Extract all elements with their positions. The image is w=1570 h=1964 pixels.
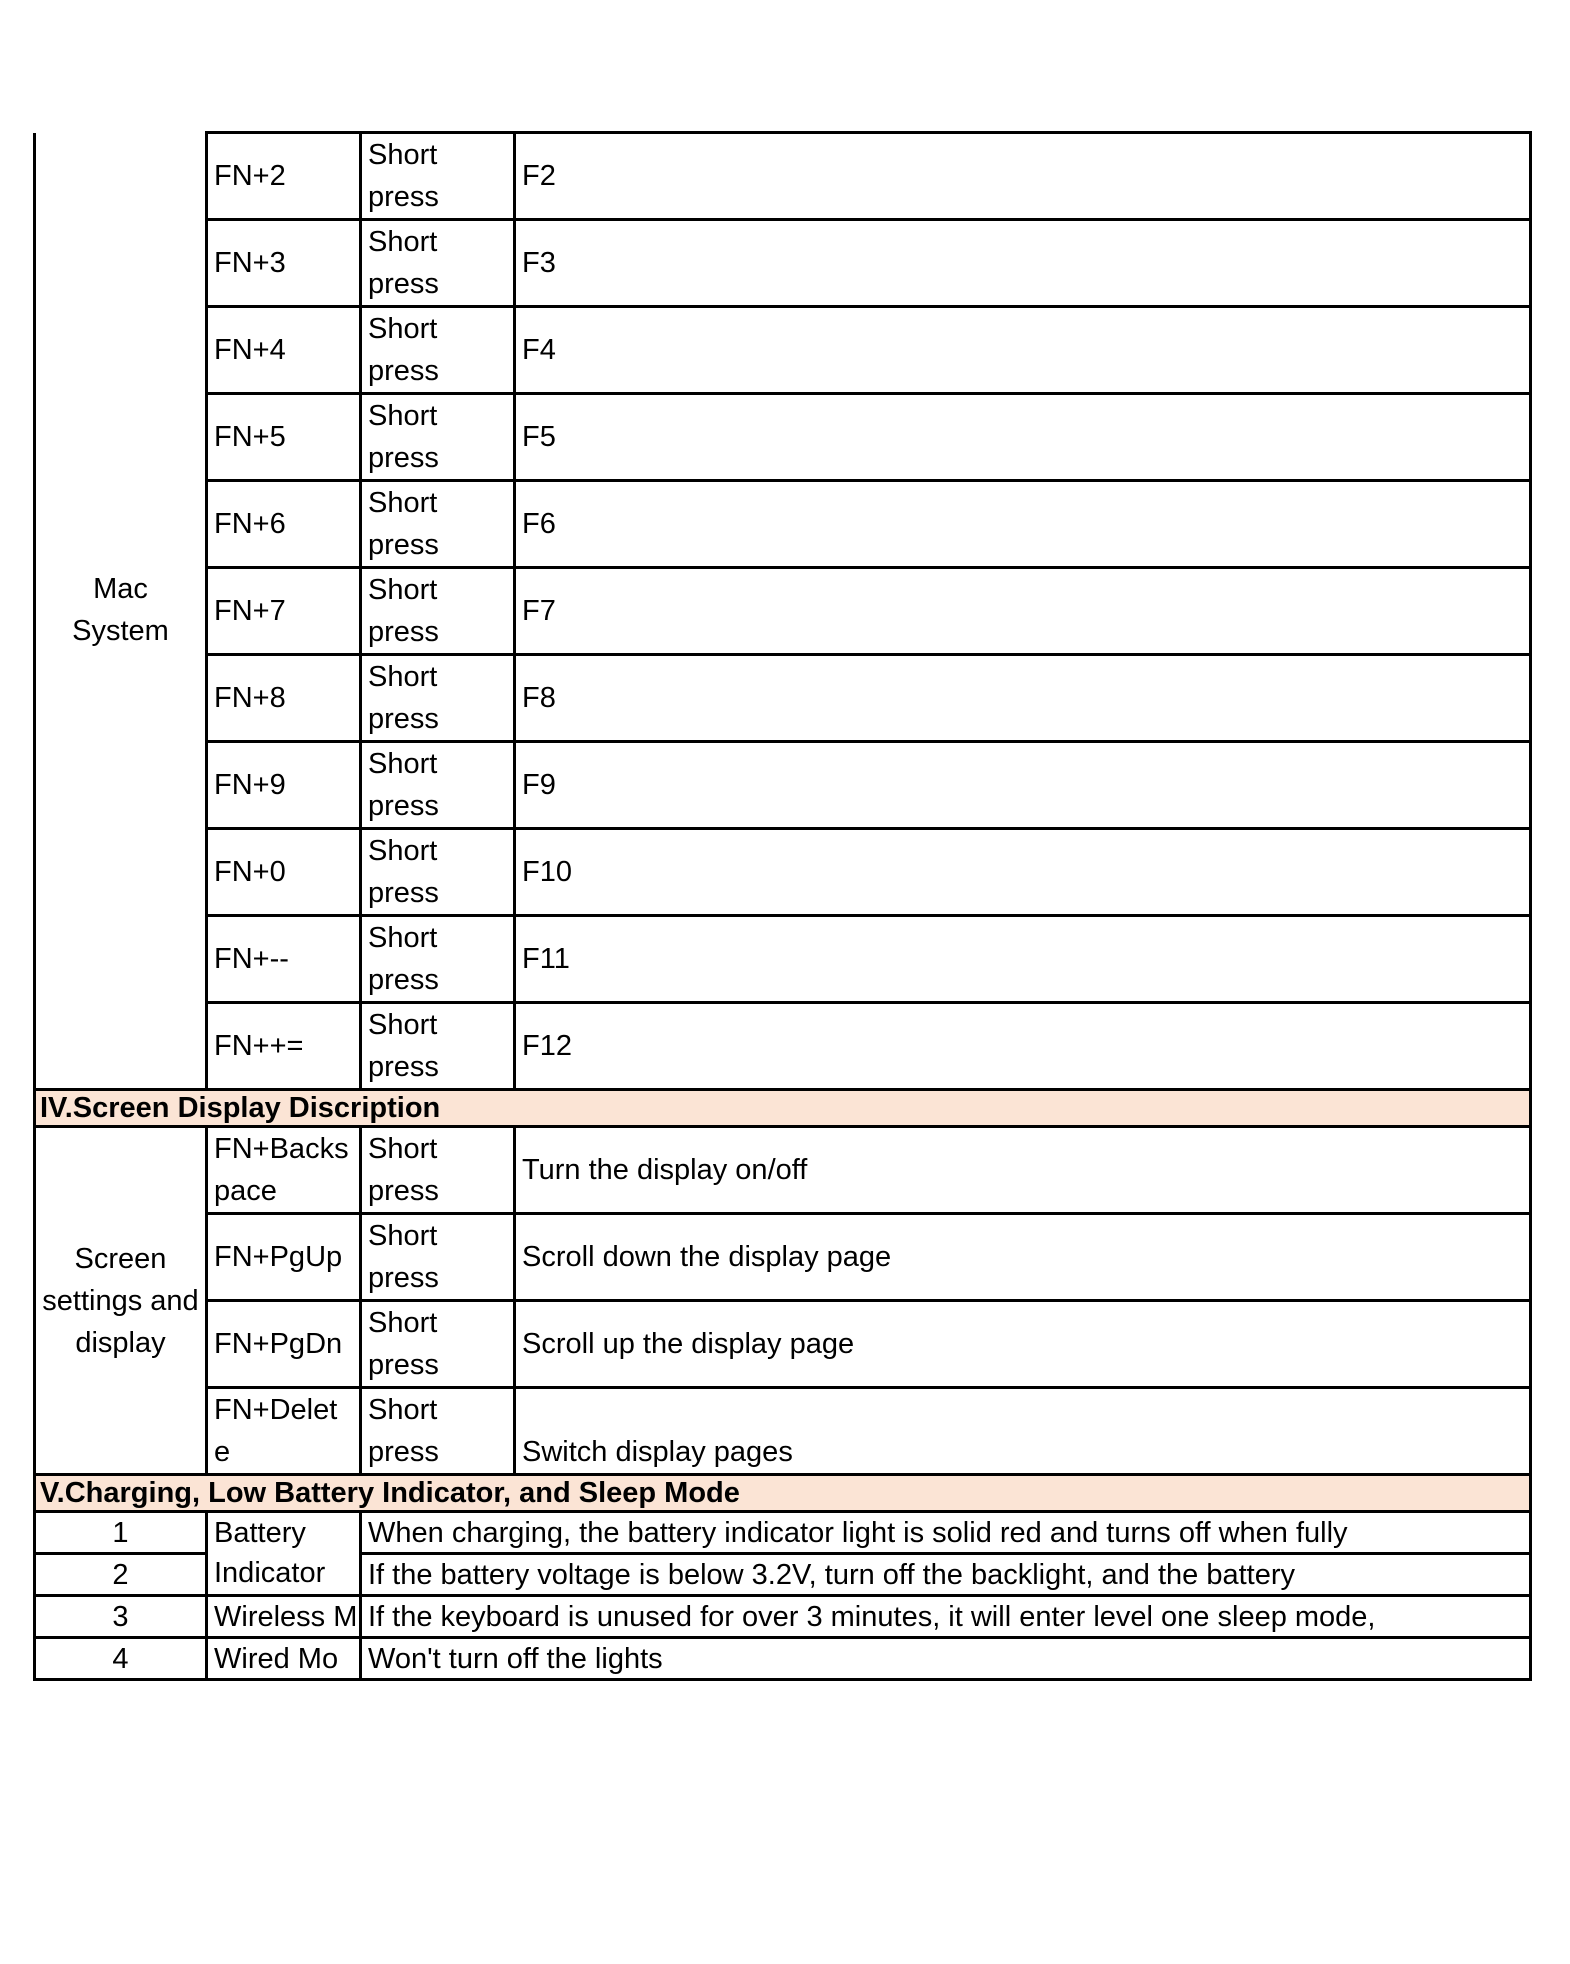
key-combo: FN+Delete xyxy=(207,1388,361,1475)
table-row xyxy=(35,1512,1531,1554)
press-type: Short press xyxy=(361,1003,515,1090)
key-combo: FN+7 xyxy=(207,568,361,655)
press-type: Short press xyxy=(361,133,515,220)
key-result: F3 xyxy=(515,220,1531,307)
key-combo: FN+6 xyxy=(207,481,361,568)
key-result: F4 xyxy=(515,307,1531,394)
row-label: Wireless M xyxy=(207,1596,361,1638)
press-type: Short press xyxy=(361,916,515,1003)
press-type: Short press xyxy=(361,394,515,481)
label-line: Indicator xyxy=(214,1557,326,1589)
key-combo: FN+Backspace xyxy=(207,1127,361,1214)
battery-indicator-label xyxy=(207,1512,361,1596)
section-title: IV.Screen Display Discription xyxy=(35,1090,1531,1127)
press-type: Short press xyxy=(361,1127,515,1214)
key-combo: FN++= xyxy=(207,1003,361,1090)
table-row xyxy=(35,1127,1531,1214)
key-combo: FN+9 xyxy=(207,742,361,829)
row-number: 3 xyxy=(35,1596,207,1638)
section-header-charging xyxy=(35,1475,1531,1512)
key-result: Scroll down the display page xyxy=(515,1214,1531,1301)
row-number: 4 xyxy=(35,1638,207,1680)
key-result: Turn the display on/off xyxy=(515,1127,1531,1214)
key-result: F5 xyxy=(515,394,1531,481)
press-type: Short press xyxy=(361,568,515,655)
table-row xyxy=(35,394,1531,481)
table-row xyxy=(35,1388,1531,1475)
press-type: Short press xyxy=(361,829,515,916)
press-type: Short press xyxy=(361,481,515,568)
key-combo: FN+5 xyxy=(207,394,361,481)
table-row xyxy=(35,1301,1531,1388)
row-description: When charging, the battery indicator light is solid red and turns off when fully xyxy=(361,1512,1531,1554)
table-row xyxy=(35,829,1531,916)
key-result: F8 xyxy=(515,655,1531,742)
shortcut-table xyxy=(33,131,1532,1681)
group-label: Screen settings and display xyxy=(35,1127,207,1475)
key-result: F9 xyxy=(515,742,1531,829)
press-type: Short press xyxy=(361,1388,515,1475)
key-result: F6 xyxy=(515,481,1531,568)
press-type: Short press xyxy=(361,1301,515,1388)
table-row xyxy=(35,481,1531,568)
group-label: Mac System xyxy=(35,133,207,1090)
key-combo: FN+-- xyxy=(207,916,361,1003)
key-combo: FN+PgUp xyxy=(207,1214,361,1301)
press-type: Short press xyxy=(361,655,515,742)
table-row xyxy=(35,133,1531,220)
key-combo: FN+4 xyxy=(207,307,361,394)
press-type: Short press xyxy=(361,742,515,829)
label-line: Battery xyxy=(214,1517,306,1549)
table-row xyxy=(35,1596,1531,1638)
key-result: F11 xyxy=(515,916,1531,1003)
row-description: If the keyboard is unused for over 3 minutes, it will enter level one sleep mode, xyxy=(361,1596,1531,1638)
row-description: Won't turn off the lights xyxy=(361,1638,1531,1680)
table-row xyxy=(35,220,1531,307)
key-result: F2 xyxy=(515,133,1531,220)
key-result: F7 xyxy=(515,568,1531,655)
table-row xyxy=(35,1214,1531,1301)
key-result: F10 xyxy=(515,829,1531,916)
section-title: V.Charging, Low Battery Indicator, and Sleep Mode xyxy=(35,1475,1531,1512)
table-row xyxy=(35,568,1531,655)
table-row xyxy=(35,307,1531,394)
press-type: Short press xyxy=(361,307,515,394)
table-row xyxy=(35,1003,1531,1090)
press-type: Short press xyxy=(361,1214,515,1301)
key-result: Switch display pages xyxy=(515,1388,1531,1475)
table-row xyxy=(35,916,1531,1003)
section-header-screen xyxy=(35,1090,1531,1127)
table-row xyxy=(35,655,1531,742)
key-combo: FN+0 xyxy=(207,829,361,916)
press-type: Short press xyxy=(361,220,515,307)
key-result: Scroll up the display page xyxy=(515,1301,1531,1388)
table-row xyxy=(35,1638,1531,1680)
key-combo: FN+PgDn xyxy=(207,1301,361,1388)
row-number: 1 xyxy=(35,1512,207,1554)
key-combo: FN+8 xyxy=(207,655,361,742)
key-combo: FN+3 xyxy=(207,220,361,307)
row-description: If the battery voltage is below 3.2V, turn off the backlight, and the battery xyxy=(361,1554,1531,1596)
key-combo: FN+2 xyxy=(207,133,361,220)
table-row xyxy=(35,742,1531,829)
row-number: 2 xyxy=(35,1554,207,1596)
row-label: Wired Mo xyxy=(207,1638,361,1680)
key-result: F12 xyxy=(515,1003,1531,1090)
